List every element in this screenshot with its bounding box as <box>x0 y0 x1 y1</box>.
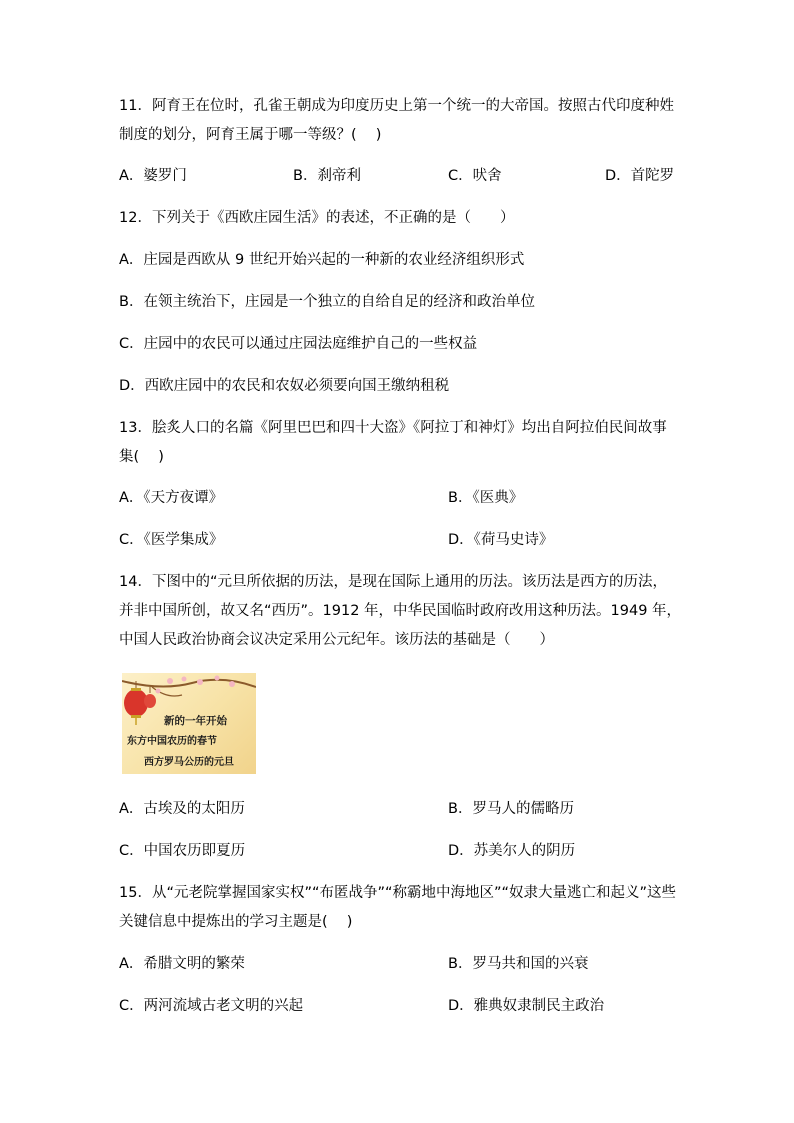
q12-option-c: C．庄园中的农民可以通过庄园法庭维护自己的一些权益 <box>119 336 478 352</box>
q14-stem-line3: 中国人民政治协商会议决定采用公元纪年。该历法的基础是（ ） <box>119 632 554 648</box>
q15-option-a: A．希腊文明的繁荣 <box>119 956 245 972</box>
q13-stem-line1: 13．脍炙人口的名篇《阿里巴巴和四十大盗》《阿拉丁和神灯》均出自阿拉伯民间故事 <box>119 420 667 436</box>
q13-option-d: D．《荷马史诗》 <box>448 532 554 548</box>
q14-option-d: D．苏美尔人的阴历 <box>448 843 576 859</box>
figure-text-new-year: 新的一年开始 <box>164 715 227 727</box>
q11-option-d: D．首陀罗 <box>605 168 675 184</box>
figure-text-spring-festival: 东方中国农历的春节 <box>127 736 217 747</box>
q13-option-b: B．《医典》 <box>448 490 524 506</box>
q11-stem-line2: 制度的划分，阿育王属于哪一等级？( ) <box>119 127 382 143</box>
q14-stem-line1: 14．下图中的“元旦所依据的历法，是现在国际上通用的历法。该历法是西方的历法， <box>119 574 667 590</box>
q13-option-a: A．《天方夜谭》 <box>119 490 224 506</box>
q11-option-c: C．吠舍 <box>448 168 502 184</box>
q12-option-b: B．在领主统治下，庄园是一个独立的自给自足的经济和政治单位 <box>119 294 535 310</box>
q14-option-b: B．罗马人的儒略历 <box>448 801 574 817</box>
q15-option-b: B．罗马共和国的兴衰 <box>448 956 589 972</box>
q15-option-d: D．雅典奴隶制民主政治 <box>448 998 605 1014</box>
q13-option-c: C．《医学集成》 <box>119 532 224 548</box>
q11-option-b: B．刹帝利 <box>293 168 361 184</box>
q12-option-a: A．庄园是西欧从 9 世纪开始兴起的一种新的农业经济组织形式 <box>119 252 525 268</box>
q12-option-d: D．西欧庄园中的农民和农奴必须要向国王缴纳租税 <box>119 378 450 394</box>
q11-stem-line1: 11．阿育王在位时，孔雀王朝成为印度历史上第一个统一的大帝国。按照古代印度种姓 <box>119 98 674 114</box>
q14-option-c: C．中国农历即夏历 <box>119 843 246 859</box>
q11-option-a: A．婆罗门 <box>119 168 187 184</box>
q12-stem: 12．下列关于《西欧庄园生活》的表述，不正确的是（ ） <box>119 210 515 226</box>
figure-text-new-years-day: 西方罗马公历的元旦 <box>144 757 234 768</box>
q14-option-a: A．古埃及的太阳历 <box>119 801 245 817</box>
q14-stem-line2: 并非中国所创，故又名“西历”。1912 年，中华民国临时政府改用这种历法。1949 年， <box>119 603 682 619</box>
q13-stem-line2: 集( ) <box>119 449 164 465</box>
q15-stem-line1: 15．从“元老院掌握国家实权”“布匿战争”“称霸地中海地区”“奴隶大量逃亡和起义”这些 <box>119 885 677 901</box>
q15-option-c: C．两河流域古老文明的兴起 <box>119 998 304 1014</box>
q15-stem-line2: 关键信息中提炼出的学习主题是( ) <box>119 914 353 930</box>
new-year-image <box>122 673 256 774</box>
